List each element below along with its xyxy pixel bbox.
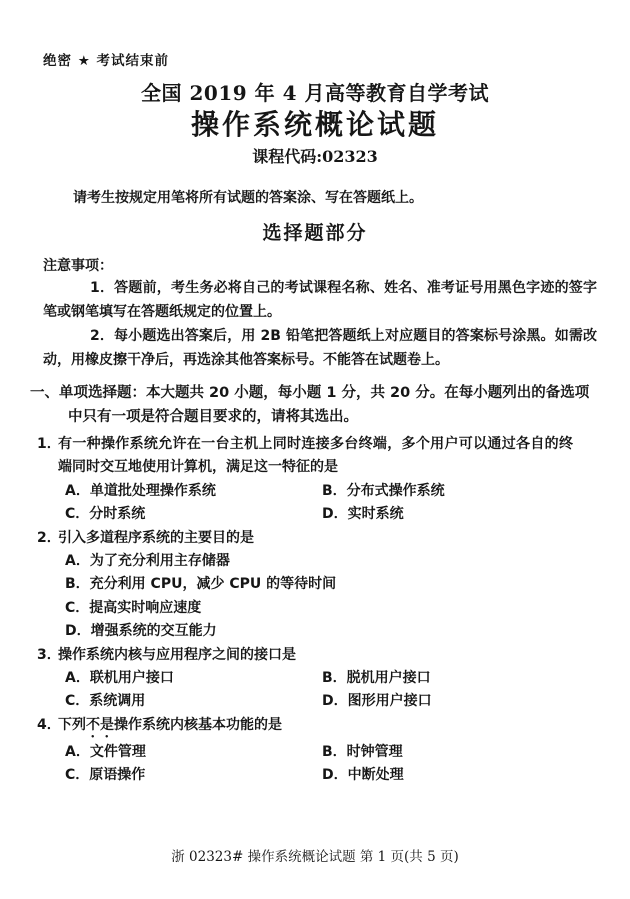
part-title: 选择题部分 xyxy=(262,222,368,244)
question-stem xyxy=(58,714,573,741)
paper-title: 操作系统概论试题 xyxy=(190,108,439,141)
option-b: B．充分利用 CPU，减少 CPU 的等待时间 xyxy=(65,576,337,593)
option-row xyxy=(65,764,573,787)
option-b: B．分布式操作系统 xyxy=(322,482,445,499)
note-item-1: 1．答题前，考生务必将自己的考试课程名称、姓名、准考证号用黑色字迹的签字笔或钢笔填写在答题纸规定的位置上。 xyxy=(43,280,597,320)
question-list xyxy=(0,433,630,788)
notes-heading: 注意事项： xyxy=(43,258,113,274)
question-2 xyxy=(37,527,592,644)
option-row xyxy=(65,741,573,764)
question-3 xyxy=(37,644,592,714)
option-a: A．文件管理 xyxy=(65,743,146,760)
option-row xyxy=(65,503,573,526)
option-a: A．单道批处理操作系统 xyxy=(65,482,216,499)
option-c: C．原语操作 xyxy=(65,767,146,784)
stem-text: 下列 xyxy=(58,716,86,733)
course-code: 课程代码:02323 xyxy=(252,147,378,166)
question-4 xyxy=(37,714,592,788)
option-c: C．分时系统 xyxy=(65,506,146,523)
option-a: A．联机用户接口 xyxy=(65,670,174,687)
option-row xyxy=(65,690,573,713)
option-c: C．提高实时响应速度 xyxy=(65,599,202,616)
option-d: D．增强系统的交互能力 xyxy=(65,623,217,640)
stem-text: 操作系统内核基本功能的是 xyxy=(114,716,282,733)
question-number: 1． xyxy=(37,436,61,452)
question-stem: 有一种操作系统允许在一台主机上同时连接多台终端，多个用户可以通过各自的终端同时交互地使用计算机，满足这一特征的是 xyxy=(58,436,573,476)
option-c: C．系统调用 xyxy=(65,693,146,710)
option-d: D．图形用户接口 xyxy=(322,693,432,710)
question-stem: 引入多道程序系统的主要目的是 xyxy=(58,529,254,546)
option-a: A．为了充分利用主存储器 xyxy=(65,553,230,570)
question-stem: 操作系统内核与应用程序之间的接口是 xyxy=(58,646,296,663)
question-number: 4． xyxy=(37,716,61,733)
stem-emphasized-text: 不是 xyxy=(86,716,114,733)
option-b: B．脱机用户接口 xyxy=(322,670,431,687)
exam-title: 全国 2019 年 4 月高等教育自学考试 xyxy=(141,81,489,105)
classification-label: 绝密 ★ 考试结束前 xyxy=(43,53,170,69)
option-row xyxy=(65,667,573,690)
answer-sheet-instruction: 请考生按规定用笔将所有试题的答案涂、写在答题纸上。 xyxy=(73,190,423,206)
page-footer: 浙 02323# 操作系统概论试题 第 1 页(共 5 页) xyxy=(171,849,459,865)
note-item-2: 2．每小题选出答案后，用 2B 铅笔把答题纸上对应题目的答案标号涂黑。如需改动，用橡皮擦干净后，再选涂其他答案标号。不能答在试题卷上。 xyxy=(43,328,597,368)
question-number: 3． xyxy=(37,646,61,663)
section-heading: 一、单项选择题：本大题共 20 小题，每小题 1 分，共 20 分。在每小题列出的备选项中只有一项是符合题目要求的，请将其选出。 xyxy=(30,385,590,425)
option-b: B．时钟管理 xyxy=(322,743,403,760)
option-row xyxy=(65,480,573,503)
question-1 xyxy=(37,433,592,527)
option-d: D．实时系统 xyxy=(322,506,404,523)
option-d: D．中断处理 xyxy=(322,767,404,784)
question-number: 2． xyxy=(37,529,61,546)
